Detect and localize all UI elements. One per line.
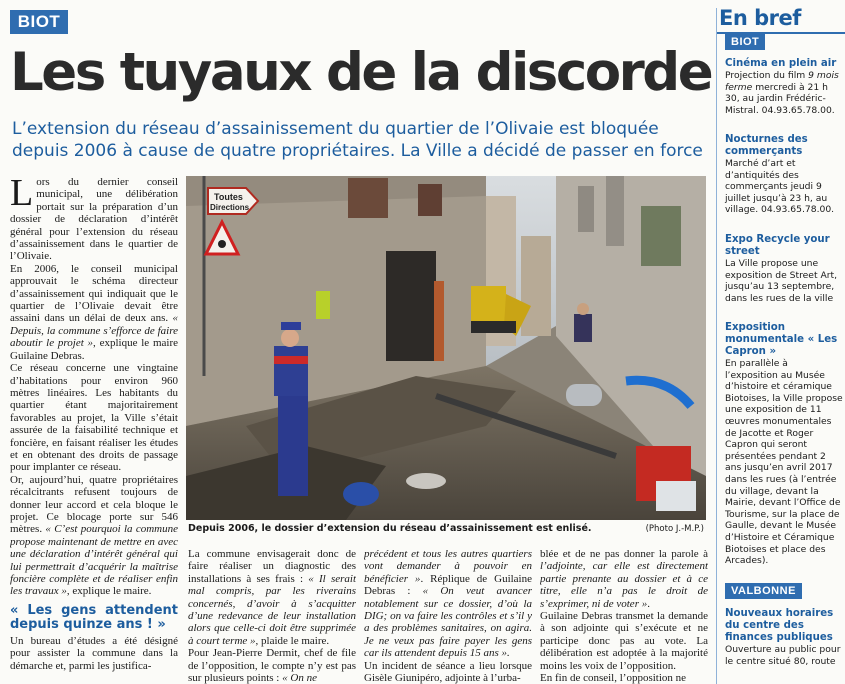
brief-title: Nouveaux horaires du centre des finances publiques — [725, 608, 834, 643]
brief-item — [725, 58, 843, 116]
brief-title: Exposition monumentale « Les Capron » — [725, 322, 838, 357]
dropcap: L — [10, 176, 34, 214]
brief-title: Expo Recycle your street — [725, 234, 830, 257]
article-photo — [186, 176, 706, 520]
caption-text: Depuis 2006, le dossier d’extension du réseau d’assainissement est enlisé. — [188, 523, 592, 534]
paragraph: En fin de conseil, l’opposition ne — [540, 672, 687, 684]
brief-item — [725, 322, 843, 567]
photo-caption — [188, 522, 704, 536]
paragraph: Guilaine Debras transmet la demande à son adjointe qui s’exécute et ne participe donc pas au vote. La délibération est adoptée à la majorité moins les voix de l’opposition. — [540, 610, 708, 672]
brief-body: La Ville propose une exposition de Street Art, jusqu’au 13 septembre, dans les rues de la ville — [725, 258, 838, 304]
brief-item — [725, 234, 843, 304]
article-column-4 — [540, 548, 708, 684]
paragraph: blée et de ne pas donner la parole à l’adjointe, car elle est directement partie prenante au dossier et à ce titre, elle n’a pas le droit de s’exprimer, ni de voter ». — [540, 548, 708, 610]
paragraph: Un incident de séance a lieu lorsque Gisèle Giunipéro, adjointe à l’urba- — [364, 659, 532, 684]
brief-item — [725, 134, 843, 216]
brief-item — [725, 608, 843, 667]
brief-body: Ouverture au public pour le centre situé 80, route — [725, 644, 841, 667]
headline: Les tuyaux de la discorde — [10, 42, 712, 103]
paragraph: Un bureau d’études a été désigné pour assister la commune dans la démarche et, parmi les justifica- — [10, 634, 178, 672]
article-column-1 — [10, 176, 178, 684]
street-works-photo — [186, 176, 706, 520]
paragraph: précédent et tous les autres quartiers vont demander à pouvoir en bénéficier ». Réplique de Guilaine Debras : « On veut avancer notablement sur ce dossier, d’où la DIG; on va faire les contrôles et s’il y a des problèmes sanitaires, on agira. Je ne veux pas faire payer les gens car ils attendent depuis 15 ans ». — [364, 548, 532, 660]
news-briefs-sidebar — [716, 8, 845, 684]
paragraph: ors du dernier conseil municipal, une délibération portait sur la préparation d’un dossier de déclaration d’intérêt général pour l’extension du réseau d’assainissement dans le quartier de l’Olivaie. — [10, 176, 178, 263]
sidebar-title: En bref — [719, 8, 801, 30]
photo-credit: (Photo J.-M.P.) — [645, 524, 704, 534]
sign-text-2: Directions — [210, 203, 250, 212]
article-column-2 — [188, 548, 356, 684]
brief-body: Marché d’art et d’antiquités des commerçants jeudi 9 juillet jusqu’à 23 h, au village. 04.93.65.78.00. — [725, 158, 835, 216]
paragraph: En 2006, le conseil municipal approuvait le schéma directeur d’assainissement qui indiquait que le quartier de l’Olivaie devait être assaini dans un délai de deux ans. « Depuis, la commune s’efforce de faire aboutir le projet », explique le maire Guilaine Debras. — [10, 262, 178, 362]
paragraph: Ce réseau concerne une vingtaine d’habitations pour environ 960 mètres linéaires. Les habitants du quartier étant majoritairement favorables au projet, la Ville s’était assurée de la faisabilité technique et foncière, en faisant réaliser les études et en obtenant des droits de passage pour implanter ce réseau. — [10, 362, 178, 474]
section-tag: BIOT — [10, 10, 68, 34]
subheading: « Les gens attendent depuis quinze ans ! » — [10, 602, 178, 632]
article-column-3 — [364, 548, 532, 684]
brief-title: Nocturnes des commerçants — [725, 134, 808, 157]
brief-body: En parallèle à l’exposition au Musée d’histoire et céramique Biotoises, la Ville propose une exposition de 11 œuvres monumentales de Jacotte et Roger Capron qui seront présentées pendant 2 ans jusqu’en avril 2017 dans les rues (à l’entrée du village, devant la Mairie, devant l’Office de Tourisme, sur la place de Gaulle, devant le Musée d’Histoire et Céramique Biotoises et place des Arcades). — [725, 358, 843, 567]
brief-title: Cinéma en plein air — [725, 58, 837, 69]
town-tag-valbonne: VALBONNE — [725, 583, 802, 599]
paragraph: Pour Jean-Pierre Dermit, chef de file de l’opposition, le compte n’y est pas sur plusieurs points : « On ne — [188, 647, 356, 684]
sign-text-1: Toutes — [214, 192, 243, 202]
brief-body: Projection du film 9 mois ferme mercredi à 21 h 30, au jardin Frédéric-Mistral. 04.93.65.78.00. — [725, 70, 839, 116]
town-tag-biot: BIOT — [725, 34, 765, 50]
standfirst: L’extension du réseau d’assainissement du quartier de l’Olivaie est bloquée depuis 2006 à cause de quatre propriétaires. La Ville a décidé de passer en force — [12, 119, 703, 161]
paragraph: Or, aujourd’hui, quatre propriétaires récalcitrants refusent toujours de donner leur accord et cela bloque le projet. Ce blocage porte sur 546 mètres. « C’est pourquoi la commune propose maintenant de mettre en avec une déclaration d’intérêt général qui lui permettrait d’acquérir la maîtrise foncière complète et de réaliser enfin les travaux », explique le maire. — [10, 473, 178, 598]
paragraph: La commune envisagerait donc de faire réaliser un diagnostic des installations à ses frais : « Il serait mal compris, par les riverains concernés, d’avoir à s’acquitter d’une redevance de leur installation alors que celle-ci doit être supprimée à court terme », plaide le maire. — [188, 548, 356, 647]
